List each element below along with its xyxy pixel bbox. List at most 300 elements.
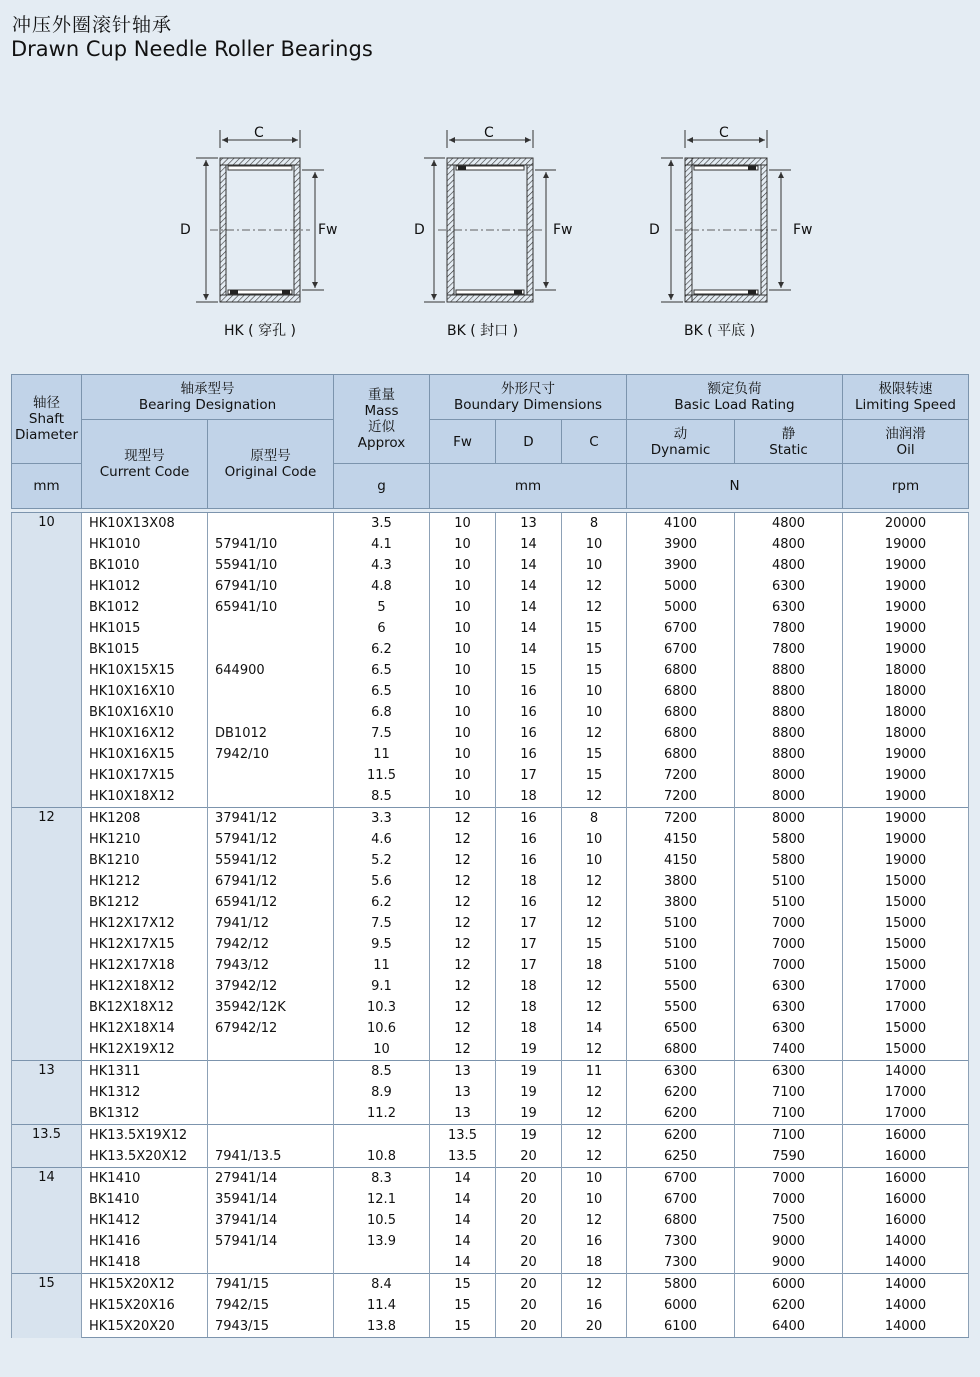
oil-speed-cell: 19000 [843, 786, 969, 808]
original-code-cell [208, 1082, 334, 1103]
mass-cell: 11 [334, 955, 430, 976]
mass-cell: 4.1 [334, 534, 430, 555]
oil-speed-cell: 16000 [843, 1125, 969, 1147]
table-row [12, 1103, 969, 1125]
bk-flat-caption: BK ( 平底 ) [684, 323, 756, 339]
static-load-cell: 8800 [735, 660, 843, 681]
table-row [12, 1018, 969, 1039]
d-cell: 19 [496, 1039, 562, 1061]
current-code-cell: HK12X17X18 [82, 955, 208, 976]
static-load-cell: 5800 [735, 850, 843, 871]
oil-speed-cell: 15000 [843, 1039, 969, 1061]
original-code-cell: 7941/13.5 [208, 1146, 334, 1168]
table-row [12, 1189, 969, 1210]
dynamic-load-cell: 5800 [627, 1274, 735, 1296]
table-row [12, 1125, 969, 1147]
dynamic-load-cell: 6800 [627, 744, 735, 765]
d-cell: 19 [496, 1125, 562, 1147]
oil-speed-cell: 19000 [843, 618, 969, 639]
fw-cell: 10 [430, 618, 496, 639]
fw-cell: 14 [430, 1168, 496, 1190]
c-cell: 12 [562, 976, 627, 997]
current-code-cell: HK10X15X15 [82, 660, 208, 681]
current-code-cell: HK12X19X12 [82, 1039, 208, 1061]
oil-speed-cell: 17000 [843, 1103, 969, 1125]
current-code-cell: HK10X16X12 [82, 723, 208, 744]
d-cell: 16 [496, 892, 562, 913]
fw-cell: 10 [430, 513, 496, 535]
mass-cell: 4.6 [334, 829, 430, 850]
original-code-cell [208, 681, 334, 702]
c-cell: 18 [562, 955, 627, 976]
mass-cell: 10.6 [334, 1018, 430, 1039]
d-cell: 18 [496, 1018, 562, 1039]
original-code-cell: 55941/10 [208, 555, 334, 576]
fw-header: Fw [430, 420, 496, 464]
oil-speed-cell: 19000 [843, 808, 969, 830]
c-cell: 12 [562, 892, 627, 913]
original-code-cell [208, 1039, 334, 1061]
fw-cell: 12 [430, 850, 496, 871]
d-cell: 18 [496, 786, 562, 808]
mass-cell: 6.2 [334, 892, 430, 913]
mass-cell: 11.4 [334, 1295, 430, 1316]
mass-cell: 8.5 [334, 1061, 430, 1083]
current-code-header: 现型号 Current Code [82, 420, 208, 509]
c-cell: 8 [562, 513, 627, 535]
shaft-diameter-cell: 14 [12, 1168, 82, 1274]
mass-cell: 8.5 [334, 786, 430, 808]
static-load-cell: 7000 [735, 913, 843, 934]
static-load-cell: 6200 [735, 1295, 843, 1316]
c-cell: 12 [562, 597, 627, 618]
bk-sealed-fw-label: Fw [553, 222, 573, 238]
current-code-cell: BK1212 [82, 892, 208, 913]
original-code-cell: 644900 [208, 660, 334, 681]
original-code-header: 原型号 Original Code [208, 420, 334, 509]
dynamic-load-cell: 5000 [627, 597, 735, 618]
current-code-cell: HK1412 [82, 1210, 208, 1231]
fw-cell: 14 [430, 1210, 496, 1231]
static-load-cell: 6300 [735, 976, 843, 997]
c-cell: 8 [562, 808, 627, 830]
current-code-cell: HK1418 [82, 1252, 208, 1274]
table-row [12, 786, 969, 808]
fw-cell: 12 [430, 934, 496, 955]
bearing-designation-header: 轴承型号 Bearing Designation [82, 375, 334, 420]
fw-cell: 12 [430, 976, 496, 997]
hk-fw-label: Fw [318, 222, 338, 238]
c-cell: 10 [562, 534, 627, 555]
static-load-cell: 7000 [735, 934, 843, 955]
c-header: C [562, 420, 627, 464]
hk-c-label: C [254, 125, 264, 141]
c-cell: 10 [562, 1168, 627, 1190]
c-cell: 10 [562, 681, 627, 702]
bk-sealed-c-label: C [484, 125, 494, 141]
dynamic-load-cell: 6800 [627, 1210, 735, 1231]
mass-cell: 8.4 [334, 1274, 430, 1296]
fw-cell: 12 [430, 1039, 496, 1061]
d-cell: 18 [496, 997, 562, 1018]
c-cell: 12 [562, 1103, 627, 1125]
table-row [12, 618, 969, 639]
dynamic-load-cell: 3800 [627, 892, 735, 913]
original-code-cell: 7943/15 [208, 1316, 334, 1338]
dynamic-load-cell: 5100 [627, 934, 735, 955]
original-code-cell [208, 1252, 334, 1274]
d-cell: 20 [496, 1295, 562, 1316]
current-code-cell: BK10X16X10 [82, 702, 208, 723]
dynamic-load-cell: 3900 [627, 555, 735, 576]
dynamic-load-cell: 4150 [627, 850, 735, 871]
c-cell: 20 [562, 1316, 627, 1338]
fw-cell: 10 [430, 723, 496, 744]
c-cell: 12 [562, 786, 627, 808]
dynamic-load-cell: 7300 [627, 1252, 735, 1274]
fw-cell: 14 [430, 1231, 496, 1252]
d-cell: 20 [496, 1189, 562, 1210]
mass-cell: 5.2 [334, 850, 430, 871]
static-load-cell: 5100 [735, 871, 843, 892]
original-code-cell: 35941/14 [208, 1189, 334, 1210]
d-cell: 14 [496, 576, 562, 597]
fw-cell: 15 [430, 1274, 496, 1296]
c-cell: 12 [562, 1039, 627, 1061]
dynamic-load-cell: 5500 [627, 976, 735, 997]
oil-speed-cell: 15000 [843, 934, 969, 955]
hk-diagram [170, 120, 350, 320]
c-cell: 15 [562, 639, 627, 660]
page-title-zh: 冲压外圈滚针轴承 [12, 14, 173, 36]
d-cell: 14 [496, 618, 562, 639]
mass-cell: 9.1 [334, 976, 430, 997]
fw-cell: 14 [430, 1189, 496, 1210]
d-cell: 20 [496, 1316, 562, 1338]
table-row [12, 1168, 969, 1190]
dynamic-load-cell: 6700 [627, 639, 735, 660]
d-cell: 18 [496, 976, 562, 997]
oil-speed-cell: 15000 [843, 871, 969, 892]
table-row [12, 555, 969, 576]
original-code-cell [208, 618, 334, 639]
current-code-cell: BK1012 [82, 597, 208, 618]
oil-speed-cell: 18000 [843, 681, 969, 702]
hk-caption: HK ( 穿孔 ) [224, 323, 296, 339]
current-code-cell: HK12X17X12 [82, 913, 208, 934]
mass-cell: 10 [334, 1039, 430, 1061]
bk-sealed-diagram [400, 120, 580, 320]
current-code-cell: HK15X20X20 [82, 1316, 208, 1338]
current-code-cell: HK1015 [82, 618, 208, 639]
mass-cell: 5.6 [334, 871, 430, 892]
table-row [12, 723, 969, 744]
d-cell: 18 [496, 871, 562, 892]
dynamic-load-cell: 5000 [627, 576, 735, 597]
dynamic-load-cell: 6000 [627, 1295, 735, 1316]
table-row [12, 765, 969, 786]
original-code-cell: 65941/12 [208, 892, 334, 913]
fw-cell: 10 [430, 786, 496, 808]
d-cell: 16 [496, 808, 562, 830]
dynamic-load-cell: 6250 [627, 1146, 735, 1168]
current-code-cell: HK1208 [82, 808, 208, 830]
original-code-cell [208, 1125, 334, 1147]
fw-cell: 13.5 [430, 1125, 496, 1147]
d-cell: 15 [496, 660, 562, 681]
dynamic-load-cell: 7200 [627, 808, 735, 830]
current-code-cell: BK1410 [82, 1189, 208, 1210]
d-cell: 14 [496, 534, 562, 555]
oil-speed-cell: 19000 [843, 555, 969, 576]
static-load-cell: 7000 [735, 1189, 843, 1210]
oil-speed-cell: 14000 [843, 1316, 969, 1338]
original-code-cell: 7942/10 [208, 744, 334, 765]
load-unit: N [627, 464, 843, 509]
mass-cell [334, 1252, 430, 1274]
current-code-cell: HK1210 [82, 829, 208, 850]
static-load-cell: 6300 [735, 597, 843, 618]
bk-sealed-caption: BK ( 封口 ) [447, 323, 519, 339]
mass-cell: 6 [334, 618, 430, 639]
original-code-cell: 27941/14 [208, 1168, 334, 1190]
static-load-cell: 6300 [735, 1061, 843, 1083]
table-row [12, 1295, 969, 1316]
current-code-cell: BK1210 [82, 850, 208, 871]
d-cell: 16 [496, 829, 562, 850]
d-cell: 20 [496, 1210, 562, 1231]
dynamic-load-cell: 5500 [627, 997, 735, 1018]
limiting-speed-header: 极限转速 Limiting Speed [843, 375, 969, 420]
table-row [12, 1231, 969, 1252]
table-row [12, 871, 969, 892]
fw-cell: 10 [430, 597, 496, 618]
fw-cell: 10 [430, 555, 496, 576]
d-cell: 20 [496, 1231, 562, 1252]
fw-cell: 10 [430, 681, 496, 702]
table-row [12, 808, 969, 830]
c-cell: 15 [562, 660, 627, 681]
table-row [12, 1146, 969, 1168]
mass-cell: 7.5 [334, 913, 430, 934]
d-cell: 20 [496, 1146, 562, 1168]
d-cell: 14 [496, 555, 562, 576]
oil-speed-cell: 18000 [843, 723, 969, 744]
dynamic-load-cell: 3800 [627, 871, 735, 892]
original-code-cell: 55941/12 [208, 850, 334, 871]
oil-speed-cell: 17000 [843, 976, 969, 997]
static-load-cell: 6300 [735, 1018, 843, 1039]
table-row [12, 892, 969, 913]
current-code-cell: HK15X20X12 [82, 1274, 208, 1296]
static-load-cell: 9000 [735, 1231, 843, 1252]
mass-unit: g [334, 464, 430, 509]
original-code-cell [208, 1061, 334, 1083]
current-code-cell: HK1416 [82, 1231, 208, 1252]
mass-cell: 11.5 [334, 765, 430, 786]
dynamic-load-cell: 6800 [627, 1039, 735, 1061]
c-cell: 12 [562, 913, 627, 934]
mass-cell: 4.8 [334, 576, 430, 597]
static-load-cell: 8800 [735, 744, 843, 765]
table-row [12, 976, 969, 997]
original-code-cell [208, 786, 334, 808]
c-cell: 12 [562, 1082, 627, 1103]
table-row [12, 576, 969, 597]
original-code-cell: 37941/12 [208, 808, 334, 830]
static-load-cell: 6400 [735, 1316, 843, 1338]
static-load-cell: 8000 [735, 786, 843, 808]
dynamic-load-cell: 7300 [627, 1231, 735, 1252]
shaft-diameter-cell: 10 [12, 513, 82, 808]
dynamic-load-cell: 6800 [627, 702, 735, 723]
oil-speed-cell: 18000 [843, 702, 969, 723]
table-row [12, 850, 969, 871]
c-cell: 16 [562, 1295, 627, 1316]
d-cell: 20 [496, 1168, 562, 1190]
d-cell: 14 [496, 597, 562, 618]
static-load-cell: 8000 [735, 765, 843, 786]
d-cell: 16 [496, 744, 562, 765]
current-code-cell: HK1012 [82, 576, 208, 597]
dynamic-load-cell: 6200 [627, 1082, 735, 1103]
c-cell: 10 [562, 1189, 627, 1210]
oil-speed-cell: 17000 [843, 1082, 969, 1103]
mass-cell: 11.2 [334, 1103, 430, 1125]
mass-cell: 11 [334, 744, 430, 765]
d-cell: 16 [496, 723, 562, 744]
table-row [12, 660, 969, 681]
mass-cell: 10.5 [334, 1210, 430, 1231]
d-cell: 14 [496, 639, 562, 660]
mass-header: 重量 Mass 近似 Approx [334, 375, 430, 464]
c-cell: 16 [562, 1231, 627, 1252]
table-row [12, 1252, 969, 1274]
original-code-cell [208, 1103, 334, 1125]
dynamic-load-cell: 4150 [627, 829, 735, 850]
original-code-cell: 57941/14 [208, 1231, 334, 1252]
dynamic-load-cell: 6700 [627, 1189, 735, 1210]
current-code-cell: HK12X18X12 [82, 976, 208, 997]
hk-d-label: D [180, 222, 191, 238]
d-cell: 16 [496, 850, 562, 871]
fw-cell: 12 [430, 808, 496, 830]
dynamic-load-cell: 4100 [627, 513, 735, 535]
oil-speed-cell: 14000 [843, 1274, 969, 1296]
fw-cell: 10 [430, 744, 496, 765]
original-code-cell: 7943/12 [208, 955, 334, 976]
current-code-cell: BK1010 [82, 555, 208, 576]
oil-speed-cell: 15000 [843, 1018, 969, 1039]
original-code-cell: 35942/12K [208, 997, 334, 1018]
mass-cell: 4.3 [334, 555, 430, 576]
fw-cell: 13 [430, 1082, 496, 1103]
d-header: D [496, 420, 562, 464]
static-load-cell: 9000 [735, 1252, 843, 1274]
fw-cell: 12 [430, 955, 496, 976]
current-code-cell: HK13.5X20X12 [82, 1146, 208, 1168]
c-cell: 10 [562, 829, 627, 850]
static-load-cell: 6300 [735, 576, 843, 597]
c-cell: 12 [562, 871, 627, 892]
original-code-cell: 65941/10 [208, 597, 334, 618]
oil-speed-cell: 19000 [843, 850, 969, 871]
static-load-cell: 8800 [735, 723, 843, 744]
mass-cell: 5 [334, 597, 430, 618]
mass-cell: 13.9 [334, 1231, 430, 1252]
oil-speed-cell: 14000 [843, 1061, 969, 1083]
d-cell: 16 [496, 702, 562, 723]
fw-cell: 10 [430, 765, 496, 786]
oil-speed-cell: 16000 [843, 1210, 969, 1231]
table-row [12, 1316, 969, 1338]
mass-cell: 6.8 [334, 702, 430, 723]
c-cell: 12 [562, 1125, 627, 1147]
dynamic-load-cell: 5100 [627, 955, 735, 976]
original-code-cell: 37941/14 [208, 1210, 334, 1231]
table-row [12, 639, 969, 660]
current-code-cell: HK1312 [82, 1082, 208, 1103]
original-code-cell: 7942/12 [208, 934, 334, 955]
dynamic-load-cell: 6800 [627, 723, 735, 744]
oil-speed-cell: 15000 [843, 955, 969, 976]
oil-speed-cell: 14000 [843, 1295, 969, 1316]
mass-cell: 6.5 [334, 660, 430, 681]
table-row [12, 1274, 969, 1296]
fw-cell: 13 [430, 1061, 496, 1083]
c-cell: 12 [562, 576, 627, 597]
static-load-cell: 7400 [735, 1039, 843, 1061]
table-row [12, 829, 969, 850]
shaft-header: 轴径 Shaft Diameter [12, 375, 82, 464]
oil-speed-cell: 14000 [843, 1252, 969, 1274]
d-cell: 17 [496, 765, 562, 786]
table-row [12, 955, 969, 976]
dynamic-load-cell: 7200 [627, 786, 735, 808]
dynamic-load-cell: 6800 [627, 681, 735, 702]
fw-cell: 12 [430, 892, 496, 913]
original-code-cell [208, 765, 334, 786]
original-code-cell: 67941/12 [208, 871, 334, 892]
table-row [12, 997, 969, 1018]
dynamic-load-cell: 6700 [627, 618, 735, 639]
bk-flat-d-label: D [649, 222, 660, 238]
c-cell: 18 [562, 1252, 627, 1274]
oil-speed-cell: 19000 [843, 576, 969, 597]
original-code-cell [208, 639, 334, 660]
bk-sealed-d-label: D [414, 222, 425, 238]
current-code-cell: HK12X18X14 [82, 1018, 208, 1039]
table-row [12, 913, 969, 934]
mass-cell: 3.3 [334, 808, 430, 830]
current-code-cell: HK1010 [82, 534, 208, 555]
fw-cell: 13 [430, 1103, 496, 1125]
table-row [12, 1061, 969, 1083]
c-cell: 12 [562, 1146, 627, 1168]
fw-cell: 12 [430, 871, 496, 892]
c-cell: 15 [562, 934, 627, 955]
oil-speed-cell: 15000 [843, 892, 969, 913]
dynamic-load-cell: 6500 [627, 1018, 735, 1039]
mass-cell: 9.5 [334, 934, 430, 955]
mass-cell: 3.5 [334, 513, 430, 535]
original-code-cell: DB1012 [208, 723, 334, 744]
mass-cell: 10.3 [334, 997, 430, 1018]
original-code-cell: 67942/12 [208, 1018, 334, 1039]
static-load-cell: 8800 [735, 702, 843, 723]
shaft-unit: mm [12, 464, 82, 509]
current-code-cell: HK10X17X15 [82, 765, 208, 786]
